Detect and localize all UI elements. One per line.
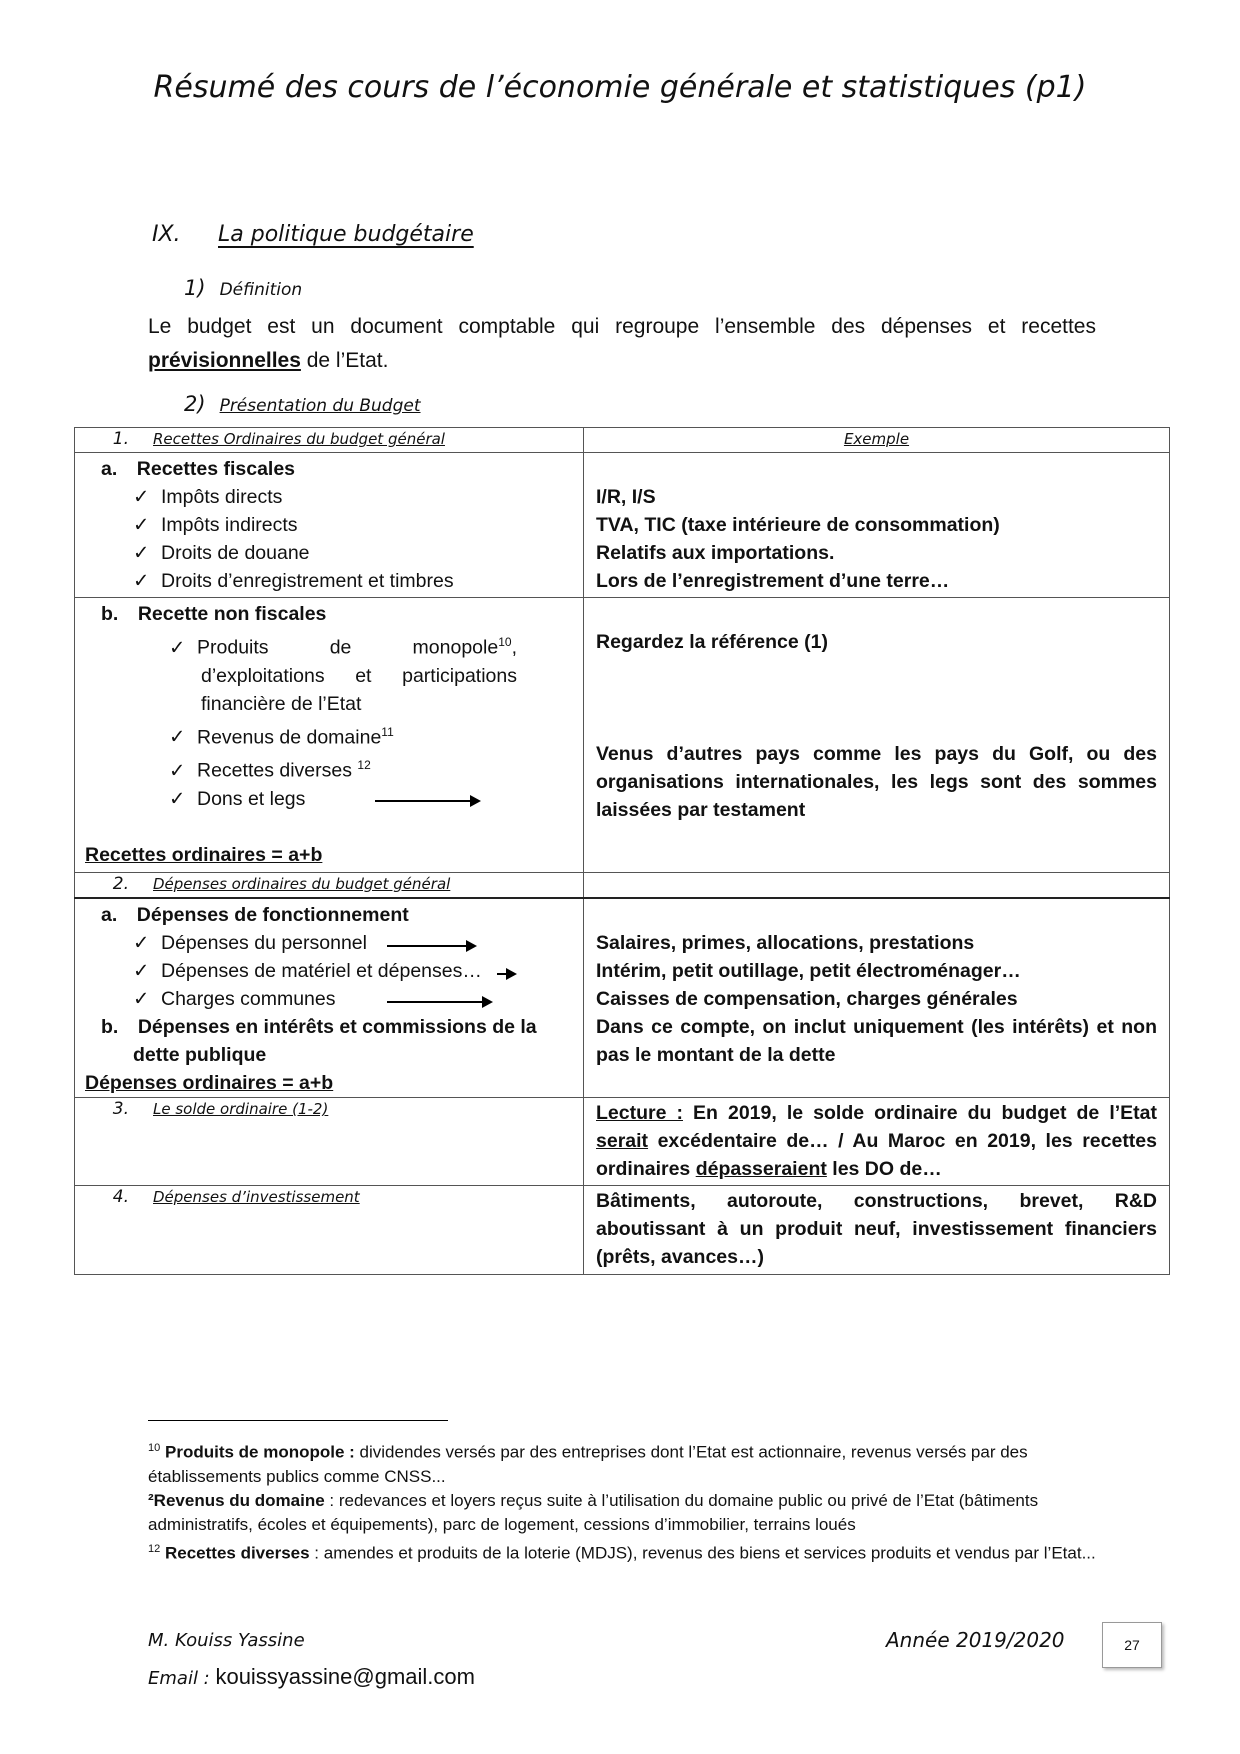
- example-text: Dans ce compte, on inclut uniquement (les intérêts) et non: [596, 1016, 1157, 1038]
- nonfiscal-cell: [75, 598, 584, 873]
- example-text: pas le montant de la dette: [596, 1044, 836, 1066]
- footnote-text: : redevances et loyers reçus suite à l’utilisation du domaine public ou privé de l’Etat (bâtiments administratifs, écoles et équipements), parc de logement, cessions d’immobilier, terrains loués: [148, 1490, 1039, 1534]
- item-label: Dépenses de matériel et dépenses…: [161, 960, 482, 982]
- solde-cell: [584, 1098, 1170, 1186]
- item-label: Charges communes: [161, 988, 336, 1010]
- example-text: I/R, I/S: [596, 486, 656, 508]
- footnote-number: ²: [148, 1490, 154, 1510]
- footnotes: [148, 1436, 1108, 1565]
- nonfiscal-title: b. Recette non fiscales: [101, 603, 327, 625]
- item-label: Droits de douane: [161, 542, 310, 564]
- header-cell: [75, 428, 584, 453]
- arrow-right-icon: [497, 973, 515, 975]
- item-label: Dons et legs: [197, 787, 306, 810]
- header-cell: [75, 1098, 584, 1186]
- example-text: Caisses de compensation, charges générales: [596, 988, 1018, 1010]
- subsection-presentation: [184, 392, 421, 416]
- section-heading-ix: [152, 222, 474, 247]
- fiscal-examples-cell: [584, 453, 1170, 598]
- lecture-label: Lecture :: [596, 1102, 683, 1124]
- header-cell: [75, 1186, 584, 1275]
- subsection-definition: [184, 276, 302, 300]
- section-title: La politique budgétaire: [218, 222, 474, 247]
- header-label: Le solde ordinaire (1-2): [153, 1100, 329, 1118]
- author-name: M. Kouiss Yassine: [148, 1630, 305, 1651]
- footnote: [148, 1436, 1108, 1489]
- header-cell: [584, 873, 1170, 899]
- fiscal-title: a. Recettes fiscales: [101, 458, 296, 480]
- solde-line: [596, 1099, 1157, 1127]
- fiscal-cell: [75, 453, 584, 598]
- check-icon: ✓: [133, 570, 150, 592]
- invest-text: aboutissant à un produit neuf, investissement financiers: [596, 1218, 1157, 1240]
- list-item: [85, 929, 573, 957]
- spacer: [596, 684, 1157, 712]
- definition-text: Le budget est un document comptable qui regroupe l’ensemble des dépenses et recettes: [148, 315, 1096, 338]
- check-icon: ✓: [133, 542, 150, 564]
- invest-text: Bâtiments, autoroute, constructions, brevet, R&D: [596, 1190, 1157, 1212]
- arrow-right-icon: [375, 800, 479, 802]
- arrow-right-icon: [387, 945, 475, 947]
- example-text: laissées par testament: [596, 799, 806, 821]
- item-label: Droits d’enregistrement et timbres: [161, 570, 454, 592]
- header-cell: [75, 873, 584, 899]
- header-example-label: Exemple: [843, 430, 910, 448]
- example-text: TVA, TIC (taxe intérieure de consommation): [596, 514, 1000, 536]
- definition-text-end: de l’Etat.: [300, 349, 389, 372]
- table-row: [75, 898, 1170, 1098]
- example-text: Lors de l’enregistrement d’une terre…: [596, 570, 950, 592]
- page-number: 27: [1102, 1622, 1162, 1668]
- footnote: [148, 1489, 1108, 1537]
- subsection-title: Présentation du Budget: [219, 396, 421, 416]
- footnote-ref: 10: [498, 635, 512, 649]
- header-label: Recettes Ordinaires du budget général: [153, 430, 445, 448]
- email-label: Email :: [148, 1668, 216, 1689]
- email-line: [148, 1664, 475, 1690]
- item-label: Recettes diverses: [197, 759, 358, 782]
- footnote-term: Revenus du domaine: [153, 1490, 325, 1510]
- list-item: [85, 628, 573, 662]
- header-number: 1.: [112, 429, 129, 449]
- footnote-ref: 12: [357, 758, 371, 772]
- list-item: [85, 539, 573, 567]
- header-label: Dépenses ordinaires du budget général: [153, 875, 451, 893]
- solde-line: [596, 1127, 1157, 1155]
- header-cell: [584, 428, 1170, 453]
- depenses-title: a. Dépenses de fonctionnement: [101, 904, 409, 926]
- check-icon: ✓: [133, 988, 150, 1010]
- spacer: [596, 600, 1157, 628]
- document-title: Résumé des cours de l’économie générale et statistiques (p1): [153, 70, 1087, 105]
- header-number: 3.: [112, 1099, 129, 1119]
- academic-year: Année 2019/2020: [886, 1628, 1065, 1652]
- footnote-number: 12: [148, 1542, 161, 1555]
- solde-verb: serait: [596, 1130, 649, 1152]
- spacer: [85, 813, 573, 841]
- list-item: [85, 483, 573, 511]
- total-formula: Dépenses ordinaires = a+b: [85, 1072, 334, 1094]
- footnote-term: Recettes diverses: [164, 1543, 310, 1563]
- check-icon: ✓: [169, 726, 186, 748]
- example-text: Intérim, petit outillage, petit électroménager…: [596, 960, 1021, 982]
- solde-text: ordinaires: [596, 1158, 696, 1180]
- footnote-ref: 11: [381, 724, 394, 739]
- definition-paragraph: [148, 310, 1096, 378]
- check-icon: ✓: [169, 636, 186, 659]
- list-item: [85, 985, 573, 1013]
- list-item: [85, 957, 573, 985]
- solde-line: [596, 1155, 1157, 1183]
- check-icon: ✓: [169, 787, 186, 810]
- check-icon: ✓: [133, 486, 150, 508]
- example-text: Venus d’autres pays comme les pays du Golf, ou des: [596, 743, 1157, 765]
- item-text: Produits de monopole: [197, 636, 499, 659]
- list-item: [85, 785, 573, 813]
- header-number: 4.: [112, 1187, 129, 1207]
- total-formula: Recettes ordinaires = a+b: [85, 843, 323, 866]
- header-label: Dépenses d’investissement: [153, 1188, 360, 1206]
- section-number: IX.: [152, 222, 181, 247]
- item-continuation: d’exploitations et participations: [201, 664, 517, 687]
- header-number: 2.: [112, 874, 129, 894]
- table-row: [75, 1098, 1170, 1186]
- depenses-examples-cell: [584, 898, 1170, 1098]
- check-icon: ✓: [169, 759, 186, 782]
- depenses-title: b. Dépenses en intérêts et commissions de la: [101, 1016, 537, 1038]
- arrow-right-icon: [387, 1001, 491, 1003]
- table-row: [75, 1186, 1170, 1275]
- depenses-cell: [75, 898, 584, 1098]
- example-text: Regardez la référence (1): [596, 631, 828, 653]
- solde-text: excédentaire de… / Au Maroc en 2019, les recettes: [648, 1130, 1157, 1152]
- item-label: Dépenses du personnel: [161, 932, 367, 954]
- list-item: [85, 567, 573, 595]
- list-item: [85, 718, 573, 752]
- solde-text: les DO de…: [826, 1158, 942, 1180]
- spacer: [596, 656, 1157, 684]
- footnote-text: : amendes et produits de la loterie (MDJS), revenus des biens et services produits et vendus par l’Etat...: [309, 1543, 1096, 1563]
- item-label: Impôts indirects: [161, 514, 298, 536]
- list-item: [85, 751, 573, 785]
- footnote-term: Produits de monopole :: [164, 1442, 355, 1462]
- item-label: Revenus de domaine: [197, 726, 382, 748]
- footnote-number: 10: [148, 1442, 161, 1454]
- subsection-number: 1): [184, 276, 206, 300]
- table-header-row: [75, 428, 1170, 453]
- invest-cell: [584, 1186, 1170, 1275]
- email-address[interactable]: kouissyassine@gmail.com: [215, 1664, 475, 1689]
- footnote-separator: [148, 1420, 448, 1421]
- item-label: Impôts directs: [161, 486, 283, 508]
- table-row: [75, 453, 1170, 598]
- footnote: [148, 1537, 1108, 1566]
- table-header-row: [75, 873, 1170, 899]
- definition-keyword: prévisionnelles: [148, 349, 301, 372]
- table-row: [75, 598, 1170, 873]
- invest-text: (prêts, avances…): [596, 1246, 764, 1268]
- spacer: [596, 712, 1157, 740]
- budget-table: [74, 427, 1170, 1275]
- depenses-title-cont: dette publique: [133, 1044, 267, 1066]
- solde-verb: dépasseraient: [695, 1158, 827, 1180]
- spacer: [596, 901, 1157, 929]
- nonfiscal-examples-cell: [584, 598, 1170, 873]
- subsection-number: 2): [184, 392, 206, 416]
- example-text: Salaires, primes, allocations, prestations: [596, 932, 975, 954]
- spacer: [596, 455, 1157, 483]
- example-text: Relatifs aux importations.: [596, 542, 835, 564]
- item-label: Produits de monopole$^{10}$,: [197, 635, 517, 659]
- check-icon: ✓: [133, 960, 150, 982]
- solde-text: En 2019, le solde ordinaire du budget de l’Etat: [682, 1102, 1157, 1124]
- footnote-text: dividendes versés par des entreprises dont l’Etat est actionnaire, revenus versés par des établissements publics comme CNSS...: [148, 1442, 1028, 1486]
- subsection-title: Définition: [219, 280, 303, 300]
- check-icon: ✓: [133, 932, 150, 954]
- item-continuation: financière de l’Etat: [201, 692, 362, 715]
- check-icon: ✓: [133, 514, 150, 536]
- example-text: organisations internationales, les legs sont des sommes: [596, 771, 1157, 793]
- list-item: [85, 511, 573, 539]
